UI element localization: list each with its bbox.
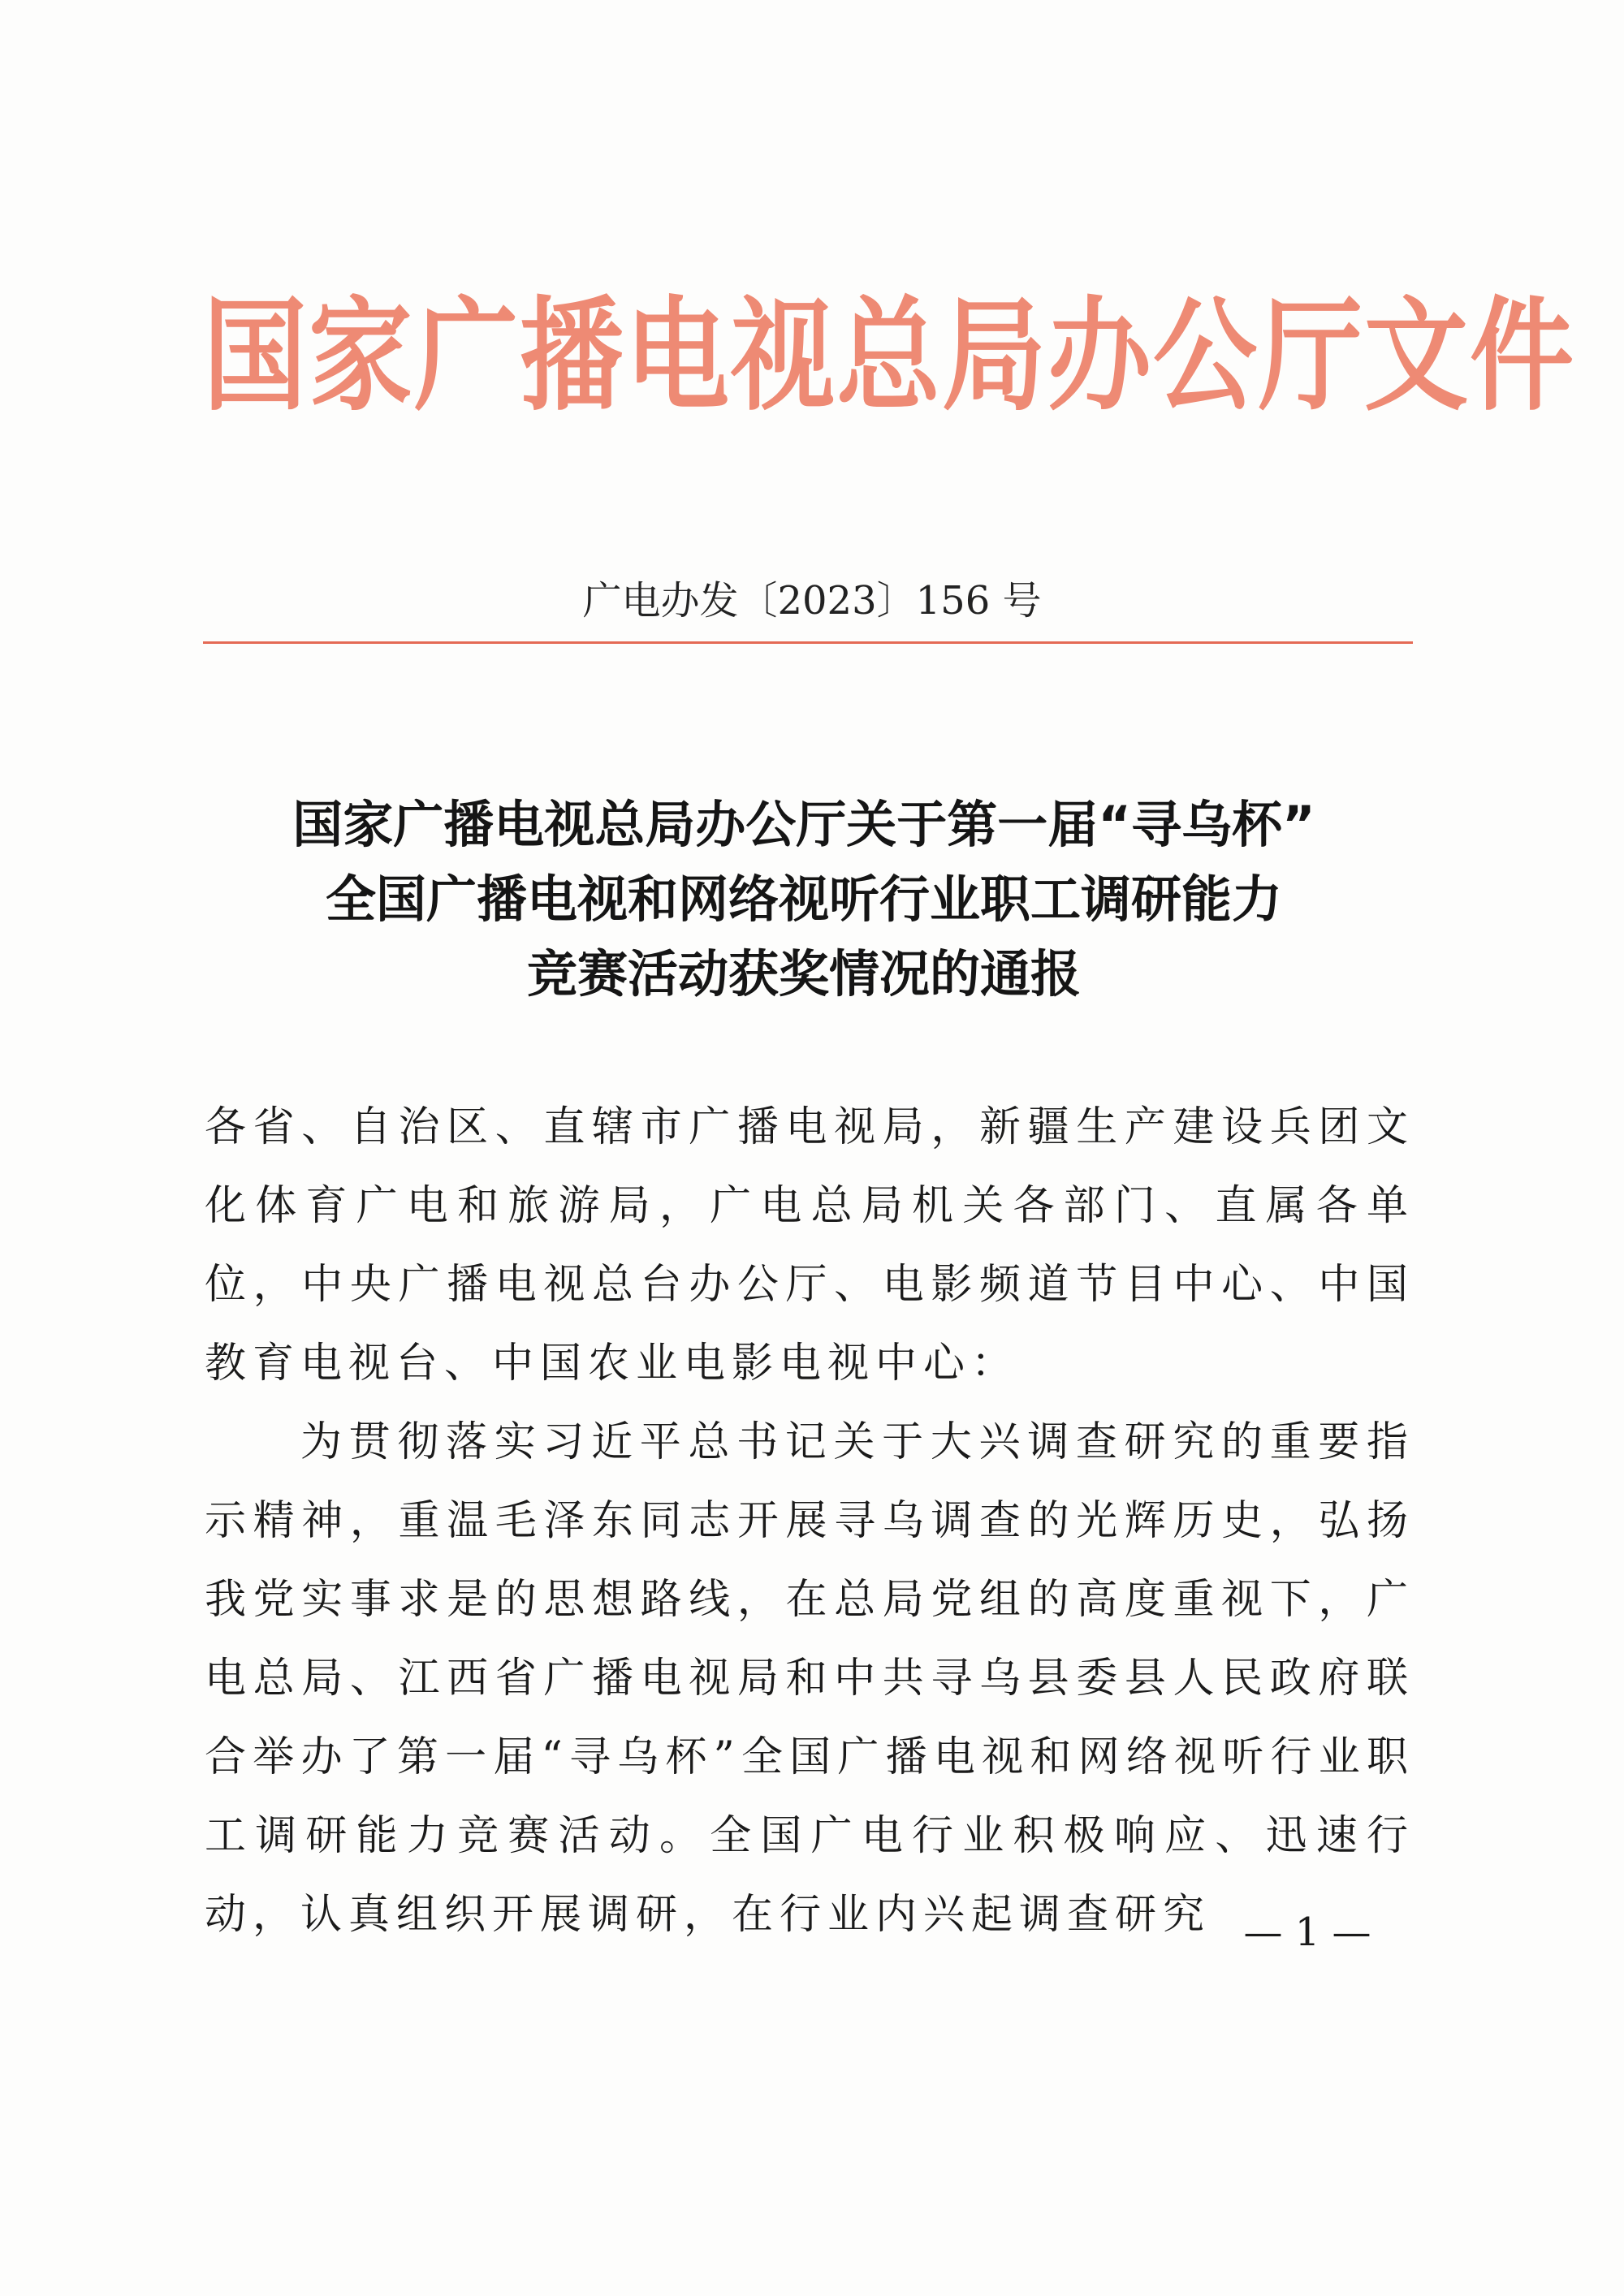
document-body <box>205 1088 1415 1954</box>
title-line-2: 全国广播电视和网络视听行业职工调研能力 <box>325 870 1282 929</box>
document-title <box>162 788 1445 1012</box>
recipients-paragraph: 各省、自治区、直辖市广播电视局，新疆生产建设兵团文化体育广电和旅游局，广电总局机关各部门、直属各单位，中央广播电视总台办公厅、电影频道节目中心、中国教育电视台、中国农业电影电视中心： <box>205 1103 1415 1388</box>
document-number: 广电办发〔2023〕156 号 <box>582 578 1042 624</box>
title-line-1: 国家广播电视总局办公厅关于第一届“寻乌杯” <box>292 795 1315 854</box>
body-paragraph-1: 为贯彻落实习近平总书记关于大兴调查研究的重要指示精神，重温毛泽东同志开展寻乌调查的光辉历史，弘扬我党实事求是的思想路线，在总局党组的高度重视下，广电总局、江西省广播电视局和中共寻乌县委县人民政府联合举办了第一届“寻乌杯”全国广播电视和网络视听行业职工调研能力竞赛活动。全国广电行业积极响应、迅速行动，认真组织开展调研，在行业内兴起调查研究 <box>205 1418 1415 1939</box>
title-line-3: 竞赛活动获奖情况的通报 <box>526 944 1081 1003</box>
page-number: — 1 — <box>1243 1910 1371 1955</box>
red-divider-line <box>203 641 1413 644</box>
red-header-title: 国家广播电视总局办公厅文件 <box>203 285 1576 429</box>
